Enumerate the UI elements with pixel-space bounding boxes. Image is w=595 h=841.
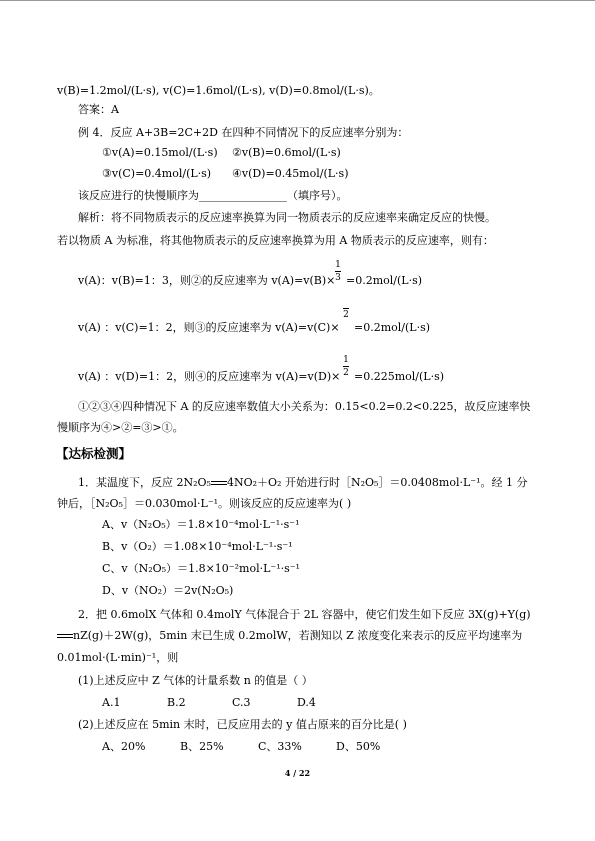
fraction-denominator: 2	[343, 368, 349, 378]
question-1-line	[78, 476, 527, 490]
conclusion-line: 慢顺序为④>②=③>①。	[57, 421, 184, 434]
text-line: v(B)=1.2mol/(L·s), v(C)=1.6mol/(L·s), v(D)=0.8mol/(L·s)。	[57, 84, 380, 97]
question-2-text: nZ(g)＋2W(g)，5min 末已生成 0.2molW，若测知以 Z 浓度变化来表示的反应平均速率为	[73, 629, 523, 642]
fraction-denominator: 2	[343, 310, 349, 320]
sub-question-1: (1)上述反应中 Z 气体的计量系数 n 的值是（ ）	[78, 674, 313, 687]
page-number: 4 / 22	[284, 768, 311, 778]
sub-option: A.1	[102, 696, 121, 709]
condition-2: ②v(B)=0.6mol/(L·s)	[232, 146, 341, 159]
sub-option: B、25%	[180, 740, 224, 753]
sub-option: D、50%	[336, 740, 381, 753]
question-2-line	[57, 629, 522, 643]
header-rule	[0, 0, 595, 1]
answer-line: 答案：A	[78, 103, 119, 116]
fraction-numerator: 1	[335, 260, 341, 270]
option-a: A、v（N₂O₅）＝1.8×10⁻⁴mol·L⁻¹·s⁻¹	[102, 518, 300, 531]
calc-line-1: v(A)：v(B)=1：3，则②的反应速率为 v(A)=v(B)×	[78, 274, 336, 287]
sub-question-2: (2)上述反应在 5min 末时，已反应用去的 y 值占原来的百分比是( )	[78, 718, 407, 731]
condition-3: ③v(C)=0.4mol/(L·s)	[102, 167, 212, 180]
sub-option: D.4	[297, 696, 316, 709]
question-2-line: 0.01mol·(L·min)⁻¹，则	[57, 651, 179, 664]
option-c: C、v（N₂O₅）＝1.8×10⁻²mol·L⁻¹·s⁻¹	[102, 562, 300, 575]
fraction-numerator: 1	[343, 355, 349, 365]
fraction-bar	[343, 308, 349, 309]
calc-line-3: v(A) ：v(D)=1：2，则④的反应速率为 v(A)=v(D)×	[78, 370, 341, 383]
fraction-bar	[343, 366, 349, 367]
calc-result-2: =0.2mol/(L·s)	[354, 321, 431, 334]
analysis-line: 若以物质 A 为标准，将其他物质表示的反应速率换算为用 A 物质表示的反应速率，则有：	[57, 234, 494, 247]
condition-4: ④v(D)=0.45mol/(L·s)	[232, 167, 349, 180]
equilibrium-arrow-icon	[57, 632, 73, 640]
question-1-text: 1．某温度下，反应 2N₂O₅	[78, 476, 211, 489]
sub-option: A、20%	[102, 740, 146, 753]
question-1-line: 钟后，［N₂O₅］＝0.030mol·L⁻¹。则该反应的反应速率为( )	[57, 497, 352, 510]
condition-1: ①v(A)=0.15mol/(L·s)	[102, 146, 218, 159]
example-title: 例 4．反应 A+3B=2C+2D 在四种不同情况下的反应速率分别为：	[78, 126, 409, 139]
section-heading: 【达标检测】	[56, 446, 132, 461]
option-d: D、v（NO₂）＝2v(N₂O₅)	[102, 584, 234, 597]
question-1-text: 4NO₂＋O₂ 开始进行时［N₂O₅］＝0.0408mol·L⁻¹。经 1 分	[226, 476, 528, 489]
calc-line-2: v(A) ：v(C)=1：2，则③的反应速率为 v(A)=v(C)×	[78, 321, 340, 334]
fraction	[342, 355, 350, 378]
sub-option: C.3	[232, 696, 251, 709]
sub-option: C、33%	[258, 740, 302, 753]
question-2-line: 2．把 0.6molX 气体和 0.4molY 气体混合于 2L 容器中，使它们发生如下反应 3X(g)+Y(g)	[78, 608, 531, 621]
fraction-bar	[335, 271, 341, 272]
fraction	[342, 307, 350, 320]
calc-result-3: =0.225mol/(L·s)	[354, 370, 445, 383]
fraction	[334, 260, 342, 283]
conclusion-line: ①②③④四种情况下 A 的反应速率数值大小关系为：0.15<0.2=0.2<0.225，故反应速率快	[78, 400, 531, 413]
equilibrium-arrow-icon	[211, 479, 227, 487]
fraction-denominator: 3	[335, 273, 341, 283]
analysis-line: 解析：将不同物质表示的反应速率换算为同一物质表示的反应速率来确定反应的快慢。	[78, 211, 496, 224]
fill-blank-line: 该反应进行的快慢顺序为________________（填序号）。	[78, 189, 348, 202]
calc-result-1: =0.2mol/(L·s)	[346, 274, 423, 287]
option-b: B、v（O₂）＝1.08×10⁻⁴mol·L⁻¹·s⁻¹	[102, 540, 293, 553]
sub-option: B.2	[167, 696, 186, 709]
